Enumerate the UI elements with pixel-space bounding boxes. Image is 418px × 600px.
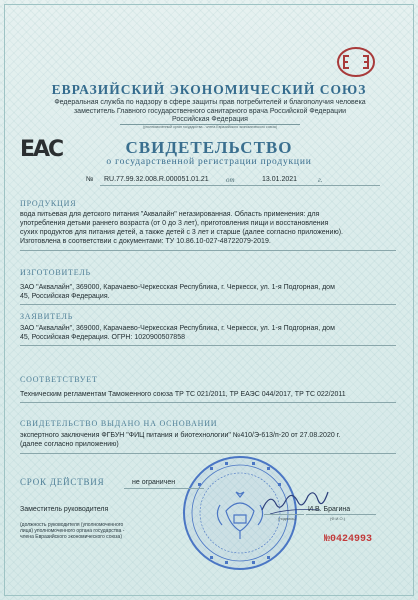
signatory-caption (20, 522, 170, 540)
text-line: члена Евразийского экономического союза) (20, 534, 122, 540)
conformity-rule (20, 402, 396, 403)
certificate-subtitle: о государственной регистрации продукции (106, 157, 312, 167)
authority-line: Российская Федерация (172, 116, 248, 123)
issuing-authority (40, 99, 380, 125)
manufacturer-rule (20, 304, 396, 305)
signatory-name: И.В. Брагина (308, 506, 351, 513)
text-line: ЗАО "Аквалайн", 369000, Карачаево-Черкесская Республика, г. Черкесск, ул. 1-я Подгорная, дом (20, 325, 335, 332)
applicant-text (20, 324, 396, 342)
text-line: экспертного заключения ФГБУН "ФИЦ питания и биотехнологии" №410/Э-613/п-20 от 27.08.2020 г. (20, 432, 341, 439)
text-line: 45, Российская Федерация. ОГРН: 1020900507858 (20, 334, 185, 341)
authority-line: заместитель Главного государственного санитарного врача Российской Федерации (73, 107, 347, 115)
text-line: ЗАО "Аквалайн", 369000, Карачаево-Черкесская Республика, г. Черкесск, ул. 1-я Подгорная, дом (20, 284, 335, 291)
name-caption: (Ф.И.О.) (330, 516, 346, 521)
validity-value: не ограничен (132, 479, 176, 486)
authority-caption: (уполномоченный орган государства - члена Евразийского экономического союза) (143, 125, 277, 129)
date-prefix: от (226, 176, 235, 184)
text-line: употребления детьми раннего возраста (от 0 до 3 лет), приготовления пищи и восстановления (20, 220, 329, 227)
registration-date: 13.01.2021 (262, 176, 298, 183)
validity-underline (124, 488, 204, 489)
name-underline (306, 514, 376, 515)
product-rule (20, 250, 396, 251)
ee-logo-icon (336, 46, 376, 78)
signatory-role: Заместитель руководителя (20, 506, 109, 513)
manufacturer-text (20, 283, 396, 301)
signature-caption: (подпись) (278, 516, 296, 521)
manufacturer-heading: ИЗГОТОВИТЕЛЬ (20, 268, 91, 277)
union-title: ЕВРАЗИЙСКИЙ ЭКОНОМИЧЕСКИЙ СОЮЗ (51, 82, 367, 97)
text-line: Изготовлена в соответствии с документами: ТУ 10.86.10-027-48722079-2019. (20, 238, 271, 245)
conformity-text: Техническим регламентам Таможенного союза ТР ТС 021/2011, ТР ЕАЭС 044/2017, ТР ТС 022/2011 (20, 391, 346, 398)
authority-line: Федеральная служба по надзору в сфере защиты прав потребителей и благополучия человека (54, 99, 366, 106)
text-line: 45, Российская Федерация. (20, 293, 110, 300)
product-description (20, 210, 396, 246)
applicant-heading: ЗАЯВИТЕЛЬ (20, 312, 74, 321)
number-underline (100, 185, 380, 186)
text-line: вода питьевая для детского питания "Аквалайн" негазированная. Область применения: для (20, 211, 320, 218)
product-heading: ПРОДУКЦИЯ (20, 199, 77, 208)
validity-heading: СРОК ДЕЙСТВИЯ (20, 477, 105, 487)
basis-text (20, 431, 396, 449)
date-suffix: г. (318, 176, 323, 184)
number-label: № (86, 176, 94, 183)
eac-mark-icon: ЕАС (20, 137, 63, 162)
conformity-heading: СООТВЕТСТВУЕТ (20, 375, 98, 384)
applicant-rule (20, 345, 396, 346)
certificate-title: СВИДЕТЕЛЬСТВО (125, 138, 293, 157)
basis-heading: СВИДЕТЕЛЬСТВО ВЫДАНО НА ОСНОВАНИИ (20, 419, 218, 428)
registration-number: RU.77.99.32.008.R.000051.01.21 (104, 176, 209, 183)
text-line: лица) уполномоченного органа государства - (20, 528, 125, 534)
serial-number: №0424993 (324, 534, 373, 545)
signature-underline (264, 514, 304, 515)
text-line: (далее согласно приложению) (20, 441, 119, 448)
text-line: (должность руководителя (уполномоченного (20, 522, 124, 528)
text-line: сухих продуктов для питания детей, а также детей с 3 лет и старше (далее согласно приложению). (20, 229, 343, 236)
